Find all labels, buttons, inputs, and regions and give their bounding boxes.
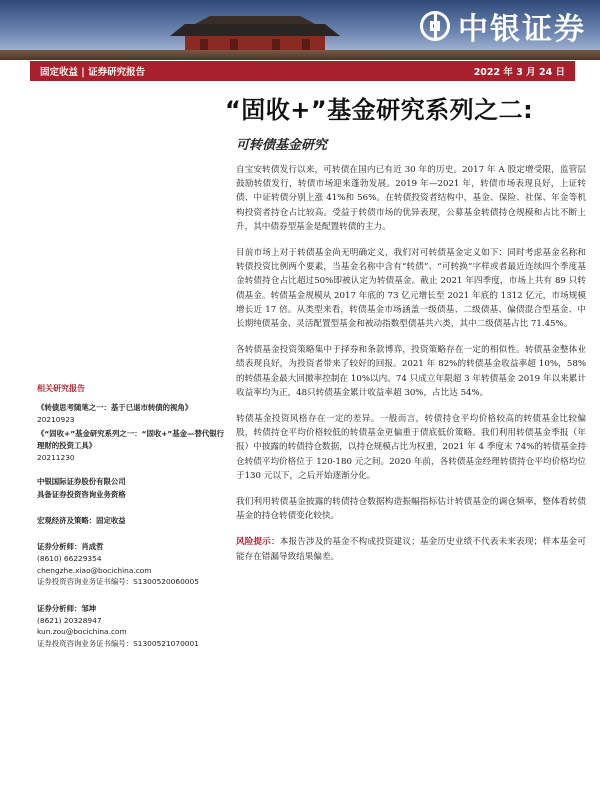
- related-report-title: 《“固收+”基金研究系列之一：“固收+”基金—替代银行理财的投资工具》: [37, 429, 225, 450]
- report-title: “固收+”基金研究系列之二:: [225, 96, 534, 124]
- risk-label: 风险提示：: [236, 537, 280, 548]
- analyst-name: 证券分析师：肖成哲: [37, 542, 104, 551]
- summary-paragraph: 我们利用转债基金披露的转债持仓数据构造振幅指标估计转债基金的调仓频率，整体看转债基金的持仓转债变化较快。: [236, 497, 586, 522]
- category-label: 固定收益 | 证券研究报告: [40, 67, 146, 78]
- brand-name: 中银证券: [458, 12, 586, 47]
- category-bar: [30, 61, 575, 81]
- analyst-email: chengzhe.xiao@bocichina.com: [37, 565, 152, 575]
- analyst-email: kun.zou@bocichina.com: [37, 627, 127, 636]
- summary-paragraph: 各转债基金投资策略集中于择券和条款博弈，投资策略存在一定的相似性。转债基金整体业绩表现良好，为投资者带来了较好的回报。2021 年 82%的转债基金收益率超 10%，58%的转债基金最大回撤率控制在 10%以内。74 只成立年限超 3 年转债基金 2019 年以来累计收益率均为正，48只转债基金累计收益率超 30%，占比达 54%。: [236, 345, 586, 398]
- related-report-date: 20210923: [37, 415, 75, 424]
- related-report-title: 《转债思考随笔之一：基于已退市转债的视角》: [37, 403, 193, 412]
- risk-text: 本报告涉及的基金不构成投资建议；基金历史业绩不代表未来表现；样本基金可能存在错漏导致结果偏差。: [236, 537, 586, 562]
- ground-strip: [0, 50, 600, 60]
- strategy-label: 宏观经济及策略：固定收益: [37, 516, 126, 525]
- company-qualification: 具备证券投资咨询业务资格: [37, 490, 126, 499]
- brand: [420, 6, 586, 46]
- related-reports-heading: 相关研究报告: [37, 384, 85, 393]
- analyst-cert: 证券投资咨询业务证书编号：S1300521070001: [37, 638, 199, 648]
- analyst-phone: (8621) 20328947: [37, 615, 102, 625]
- analyst-name: 证券分析师：邹坤: [37, 603, 97, 613]
- header-banner: [0, 0, 600, 60]
- summary-paragraph: 自宝安转债发行以来，可转债在国内已有近 30 年的历史。2017 年 A 股定增受限，监管层鼓励转债发行，转债市场迎来蓬勃发展。2019 年—2021 年，转债市场表现良好，上证转债、中证转债分别上涨 41%和 56%。在转债投资者结构中，基金、保险、社保、年金等机构投资者持仓占比较高。受益于转债市场的优异表现，公募基金转债持仓规模和占比不断上升，其中债券型基金是配置转债的主力。: [236, 165, 586, 232]
- report-subtitle: 可转债基金研究: [236, 138, 328, 153]
- summary-body: [236, 163, 586, 576]
- sidebar: [37, 383, 227, 649]
- risk-warning: [236, 535, 586, 563]
- analyst-phone: (8610) 66229354: [37, 554, 102, 563]
- company-name: 中银国际证券股份有限公司: [37, 477, 126, 486]
- analyst-cert: 证券投资咨询业务证书编号：S1300520060005: [37, 577, 199, 586]
- bank-of-china-logo-icon: [420, 11, 450, 41]
- related-report-date: 20211230: [37, 453, 75, 462]
- summary-paragraph: 转债基金投资风格存在一定的差异。一般而言，转债持仓平均价格较高的转债基金比较偏股，转债持仓平均价格较低的转债基金更偏重于债底低价策略。我们利用转债基金季报（年报）中披露的转债持仓数据，以持仓规模占比为权重，2021 年 4 季度末 74%的转债基金持仓转债平均价格位于 120-180 元之间。2020 年前，各转债基金经理转债持仓平均价格均位于130 元以下，之后开始逐渐分化。: [236, 414, 586, 481]
- summary-paragraph: 目前市场上对于转债基金尚无明确定义，我们对可转债基金定义如下：同时考虑基金名称和转债投资比例两个要素，当基金名称中含有“转债”、“可转换”字样或者最近连续四个季度基金转债持仓占比超过50%即被认定为转债基金。截止 2021 年四季度，市场上共有 89 只转债基金。转债基金规模从 2017 年底的 73 亿元增长至 2021 年底的 1312 亿元，市场规模增长近 17 倍。从类型来看，转债基金市场涵盖一级债基、二级债基、偏债混合型基金、中长期纯债基金、灵活配置型基金和被动指数型债基共六类，其中二级债基占比 71.45%。: [236, 248, 586, 330]
- report-date: 2022 年 3 月 24 日: [473, 67, 565, 78]
